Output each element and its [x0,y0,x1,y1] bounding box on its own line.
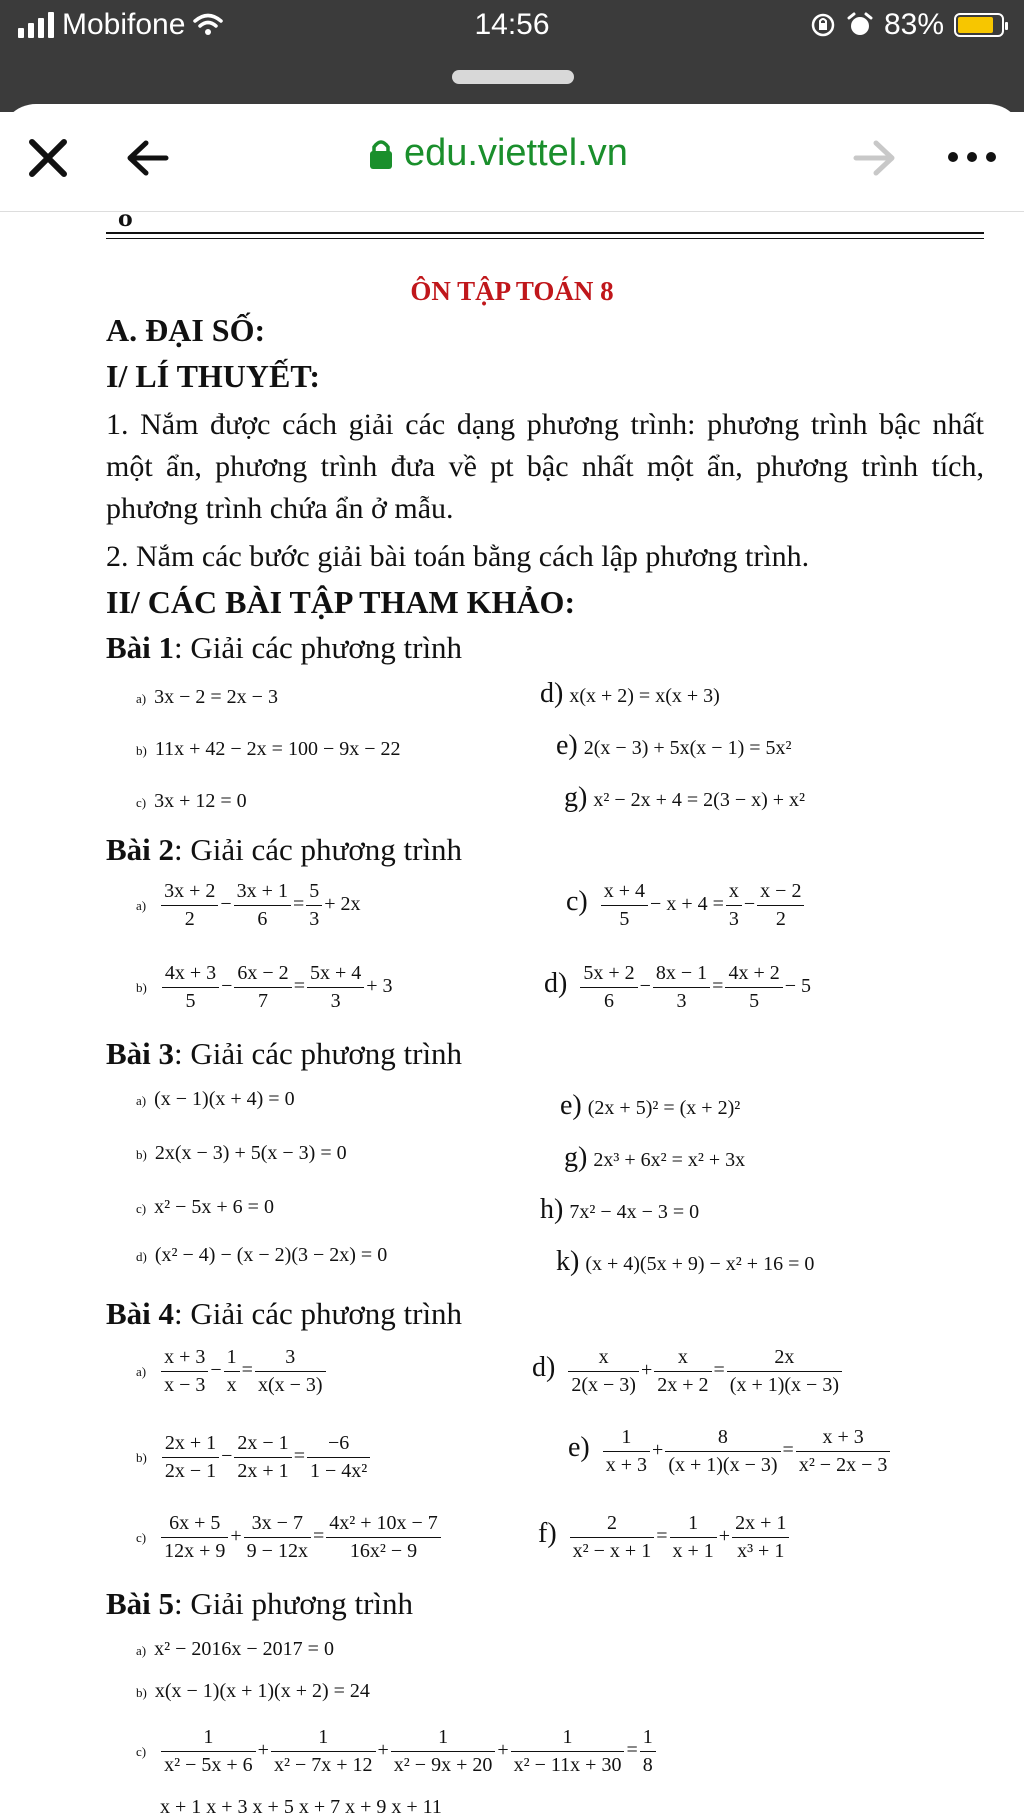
equation-1g [564,782,805,814]
fraction [665,1426,780,1477]
fraction [568,1346,639,1397]
equation-text: (x + 4)(5x + 9) − x² + 16 = 0 [585,1253,815,1275]
equation-4f [538,1512,791,1563]
fraction [670,1512,717,1563]
fraction [603,1426,650,1477]
equation-text: x(x − 1)(x + 1)(x + 2) = 24 [154,1680,370,1702]
numerator: 4x + 3 [162,962,219,988]
operator: − [210,1359,222,1382]
fraction [244,1512,311,1563]
equation-text: x² − 2x + 4 = 2(3 − x) + x² [593,789,806,811]
operator: − [220,893,232,916]
item-label: d) [540,678,564,709]
denominator: 2x − 1 [164,1460,217,1482]
numerator: 5x + 4 [307,962,364,988]
denominator: x + 1 [672,1540,714,1562]
exercise-heading-2 [106,832,462,868]
item-label: e) [560,1090,582,1121]
forward-arrow-icon[interactable] [852,138,898,178]
item-label: a) [136,691,147,706]
item-label: g) [564,1142,588,1173]
fraction [161,1346,208,1397]
denominator: x² − 2x − 3 [798,1454,888,1476]
denominator: x² − 11x + 30 [513,1754,622,1776]
equation-text: 3x + 12 = 0 [154,790,247,812]
denominator: (x + 1)(x − 3) [729,1374,839,1396]
section-heading-theory: I/ LÍ THUYẾT: [106,358,320,394]
equation-4c [136,1512,443,1563]
exercise-number: Bài 2 [106,832,175,867]
numerator: 3x + 1 [234,880,291,906]
denominator: x [226,1374,237,1396]
operator: − [221,975,233,998]
operator: = [312,1525,325,1548]
operator: − [221,1445,233,1468]
header-rule-thin [106,238,984,239]
equation-5c [136,1726,658,1777]
operator: + [230,1525,242,1548]
denominator: x(x − 3) [257,1374,323,1396]
operator: = [656,1525,668,1548]
denominator: 8 [642,1754,653,1776]
exercise-number: Bài 4 [106,1296,175,1331]
fraction [326,1512,441,1563]
denominator: x − 3 [164,1374,206,1396]
equation-tail: − 5 [784,975,812,998]
denominator: 3 [330,990,341,1012]
item-label: e) [568,1432,590,1464]
equation-text: x(x + 2) = x(x + 3) [569,685,720,707]
item-label: h) [540,1194,564,1225]
equation-3g [564,1142,745,1174]
fraction [732,1512,789,1563]
equation-tail: + 3 [366,975,393,998]
denominator: x² − 9x + 20 [393,1754,493,1776]
equation-3c [136,1196,274,1219]
numerator: 5 [306,880,322,906]
equation-5a [136,1638,334,1661]
denominator: x² − 5x + 6 [164,1754,253,1776]
lock-icon [368,138,394,170]
battery-icon [954,13,1004,37]
numerator: x [726,880,742,906]
numerator: 1 [271,1726,376,1752]
sheet-grabber[interactable] [452,70,574,84]
operator: = [293,975,305,998]
equation-2a [136,880,361,931]
fraction [161,1512,228,1563]
item-label: a) [136,1643,147,1658]
theory-item-1: 1. Nắm được cách giải các dạng phương trình: phương trình bậc nhất một ẩn, phương trình đưa về pt bậc nhất một ẩn, phương trình tích, phương trình chứa ẩn ở mẫu. [106,408,984,525]
item-label: d) [544,968,568,1000]
fraction [224,1346,240,1397]
numerator: 4x² + 10x − 7 [326,1512,441,1538]
numerator: −6 [307,1432,370,1458]
operator: = [293,1445,305,1468]
equation-text: 2(x − 3) + 5x(x − 1) = 5x² [583,737,792,759]
item-label: k) [556,1246,580,1277]
exercise-heading-1 [106,630,462,666]
denominator: 5 [619,908,630,930]
numerator: 2 [570,1512,655,1538]
item-label: a) [136,898,147,914]
close-icon[interactable] [26,136,70,180]
item-label: b) [136,1450,147,1466]
fraction [271,1726,376,1777]
item-label: a) [136,1093,147,1108]
item-label: c) [566,886,588,918]
operator: = [712,975,724,998]
fraction [580,962,637,1013]
operator: + [640,1359,653,1382]
operator: + [718,1525,731,1548]
fraction [255,1346,326,1397]
equation-text: 3x − 2 = 2x − 3 [154,686,278,708]
operator: = [241,1359,253,1382]
equation-text: x² − 5x + 6 = 0 [154,1196,274,1218]
browser-toolbar [0,104,1024,212]
fraction [306,880,322,931]
exercise-heading-3 [106,1036,462,1072]
numerator: x [568,1346,639,1372]
numerator: 2x + 1 [732,1512,789,1538]
fraction [511,1726,625,1777]
item-label: b) [136,980,147,996]
page-top-mark: o [118,206,133,232]
operator: + [257,1739,269,1762]
back-arrow-icon[interactable] [124,138,170,178]
alarm-icon [846,11,874,39]
fraction [726,880,742,931]
exercise-instruction: : Giải phương trình [174,1586,414,1621]
denominator: 2 [775,908,786,930]
equation-1b [136,738,401,761]
item-label: g) [564,782,588,813]
fraction [391,1726,496,1777]
numerator: 1 [640,1726,656,1752]
numerator: 2x [727,1346,842,1372]
denominator: 2x + 2 [657,1374,709,1396]
item-label: b) [136,743,147,758]
equation-5d-partial: x + 1 x + 3 x + 5 x + 7 x + 9 x + 11 [160,1796,442,1818]
equation-3a [136,1088,295,1111]
numerator: 1 [511,1726,625,1752]
equation-text: x² − 2016x − 2017 = 0 [154,1638,334,1660]
numerator: 2x − 1 [234,1432,291,1458]
battery-percent: 83% [883,8,944,41]
fraction [653,962,710,1013]
equation-3e [560,1090,740,1122]
denominator: 2 [184,908,195,930]
numerator: x + 3 [161,1346,208,1372]
operator: + [497,1739,509,1762]
denominator: 2(x − 3) [571,1374,636,1396]
operator: = [782,1439,794,1462]
numerator: 3x + 2 [161,880,218,906]
denominator: 3 [728,908,739,930]
carrier-name: Mobifone [62,8,186,41]
equation-2c [566,880,806,931]
header-rule [106,232,984,234]
equation-1a [136,686,278,709]
numerator: 8x − 1 [653,962,710,988]
address-bar[interactable] [368,132,628,175]
equation-4b [136,1432,372,1483]
denominator: x + 3 [605,1454,648,1476]
numerator: 5x + 2 [580,962,637,988]
fraction [234,880,291,931]
fraction [725,962,782,1013]
denominator: 1 − 4x² [309,1460,368,1482]
denominator: 3 [676,990,687,1012]
equation-text: (2x + 5)² = (x + 2)² [587,1097,741,1119]
fraction [161,880,218,931]
operator: − [639,975,651,998]
fraction [162,962,219,1013]
item-label: b) [136,1147,147,1162]
denominator: 7 [258,990,269,1012]
fraction [757,880,804,931]
equation-3d [136,1244,387,1267]
numerator: x [654,1346,711,1372]
equation-1e [556,730,792,762]
url-text: edu.viettel.vn [404,132,628,174]
item-label: e) [556,730,578,761]
equation-4d [532,1346,844,1397]
equation-4a [136,1346,328,1397]
fraction [234,962,291,1013]
numerator: 6x + 5 [161,1512,228,1538]
numerator: 1 [391,1726,496,1752]
fraction [796,1426,891,1477]
numerator: 2x + 1 [162,1432,219,1458]
equation-text: (x − 1)(x + 4) = 0 [154,1088,295,1110]
operator: + [377,1739,389,1762]
fraction [570,1512,655,1563]
equation-1d [540,678,720,710]
denominator: (x + 1)(x − 3) [668,1454,778,1476]
status-time: 14:56 [474,8,550,41]
equation-3h [540,1194,699,1226]
numerator: 8 [665,1426,780,1452]
denominator: 5 [185,990,196,1012]
numerator: 1 [224,1346,240,1372]
item-label: b) [136,1685,147,1700]
document-title: ÔN TẬP TOÁN 8 [410,276,614,306]
item-label: d) [136,1249,147,1264]
section-heading-algebra: A. ĐẠI SỐ: [106,312,266,348]
numerator: 1 [670,1512,717,1538]
operator: + [652,1439,664,1462]
exercise-heading-5 [106,1586,413,1622]
operator: = [626,1739,638,1762]
equation-text: 2x(x − 3) + 5(x − 3) = 0 [154,1142,347,1164]
exercise-instruction: : Giải các phương trình [174,1296,463,1331]
fraction [234,1432,291,1483]
exercise-number: Bài 3 [106,1036,175,1071]
equation-3b [136,1142,347,1165]
operator: = [292,893,305,916]
equation-middle: − x + 4 = [650,893,724,916]
denominator: 9 − 12x [246,1540,308,1562]
item-label: c) [136,1201,147,1216]
fraction [601,880,648,931]
denominator: 6 [257,908,268,930]
more-icon[interactable] [948,152,996,162]
numerator: 3x − 7 [244,1512,311,1538]
fraction [307,1432,370,1483]
status-right [810,8,1004,42]
operator: − [743,893,756,916]
exercise-instruction: : Giải các phương trình [174,1036,463,1071]
denominator: 5 [749,990,760,1012]
status-bar [0,0,1024,112]
item-label: c) [136,1744,147,1760]
equation-1c [136,790,247,813]
equation-4e [568,1426,892,1477]
item-label: c) [136,795,147,810]
operator: = [713,1359,725,1382]
exercise-number: Bài 5 [106,1586,175,1621]
denominator: 16x² − 9 [349,1540,418,1562]
denominator: x² − x + 1 [572,1540,652,1562]
numerator: x − 2 [757,880,804,906]
orientation-lock-icon [810,12,836,38]
item-label: a) [136,1364,147,1380]
equation-2b [136,962,393,1013]
fraction [727,1346,842,1397]
numerator: 1 [603,1426,650,1452]
exercise-number: Bài 1 [106,630,175,665]
equation-5b [136,1680,370,1703]
equation-text: 2x³ + 6x² = x² + 3x [593,1149,746,1171]
equation-3k [556,1246,814,1278]
item-label: f) [538,1518,557,1550]
fraction [307,962,364,1013]
fraction [162,1432,219,1483]
equation-tail: + 2x [324,893,361,916]
numerator: 3 [255,1346,326,1372]
equation-text: 7x² − 4x − 3 = 0 [569,1201,700,1223]
numerator: x + 4 [601,880,648,906]
section-heading-exercises: II/ CÁC BÀI TẬP THAM KHẢO: [106,584,576,620]
item-label: d) [532,1352,556,1384]
equation-2d [544,962,811,1013]
item-label: c) [136,1530,147,1546]
fraction [640,1726,656,1777]
numerator: x + 3 [796,1426,891,1452]
fraction [161,1726,256,1777]
exercise-heading-4 [106,1296,462,1332]
denominator: 12x + 9 [164,1540,226,1562]
denominator: 6 [603,990,614,1012]
battery-level-fill [958,17,993,33]
equation-text: 11x + 42 − 2x = 100 − 9x − 22 [154,738,401,760]
numerator: 4x + 2 [725,962,782,988]
theory-item-2: 2. Nắm các bước giải bài toán bằng cách lập phương trình. [106,540,810,573]
fraction [654,1346,711,1397]
numerator: 1 [161,1726,256,1752]
exercise-instruction: : Giải các phương trình [174,630,463,665]
numerator: 6x − 2 [234,962,291,988]
exercise-instruction: : Giải các phương trình [174,832,463,867]
equation-text: (x² − 4) − (x − 2)(3 − 2x) = 0 [154,1244,388,1266]
denominator: 2x + 1 [237,1460,289,1482]
denominator: x² − 7x + 12 [273,1754,373,1776]
denominator: x³ + 1 [737,1540,785,1562]
denominator: 3 [309,908,320,930]
